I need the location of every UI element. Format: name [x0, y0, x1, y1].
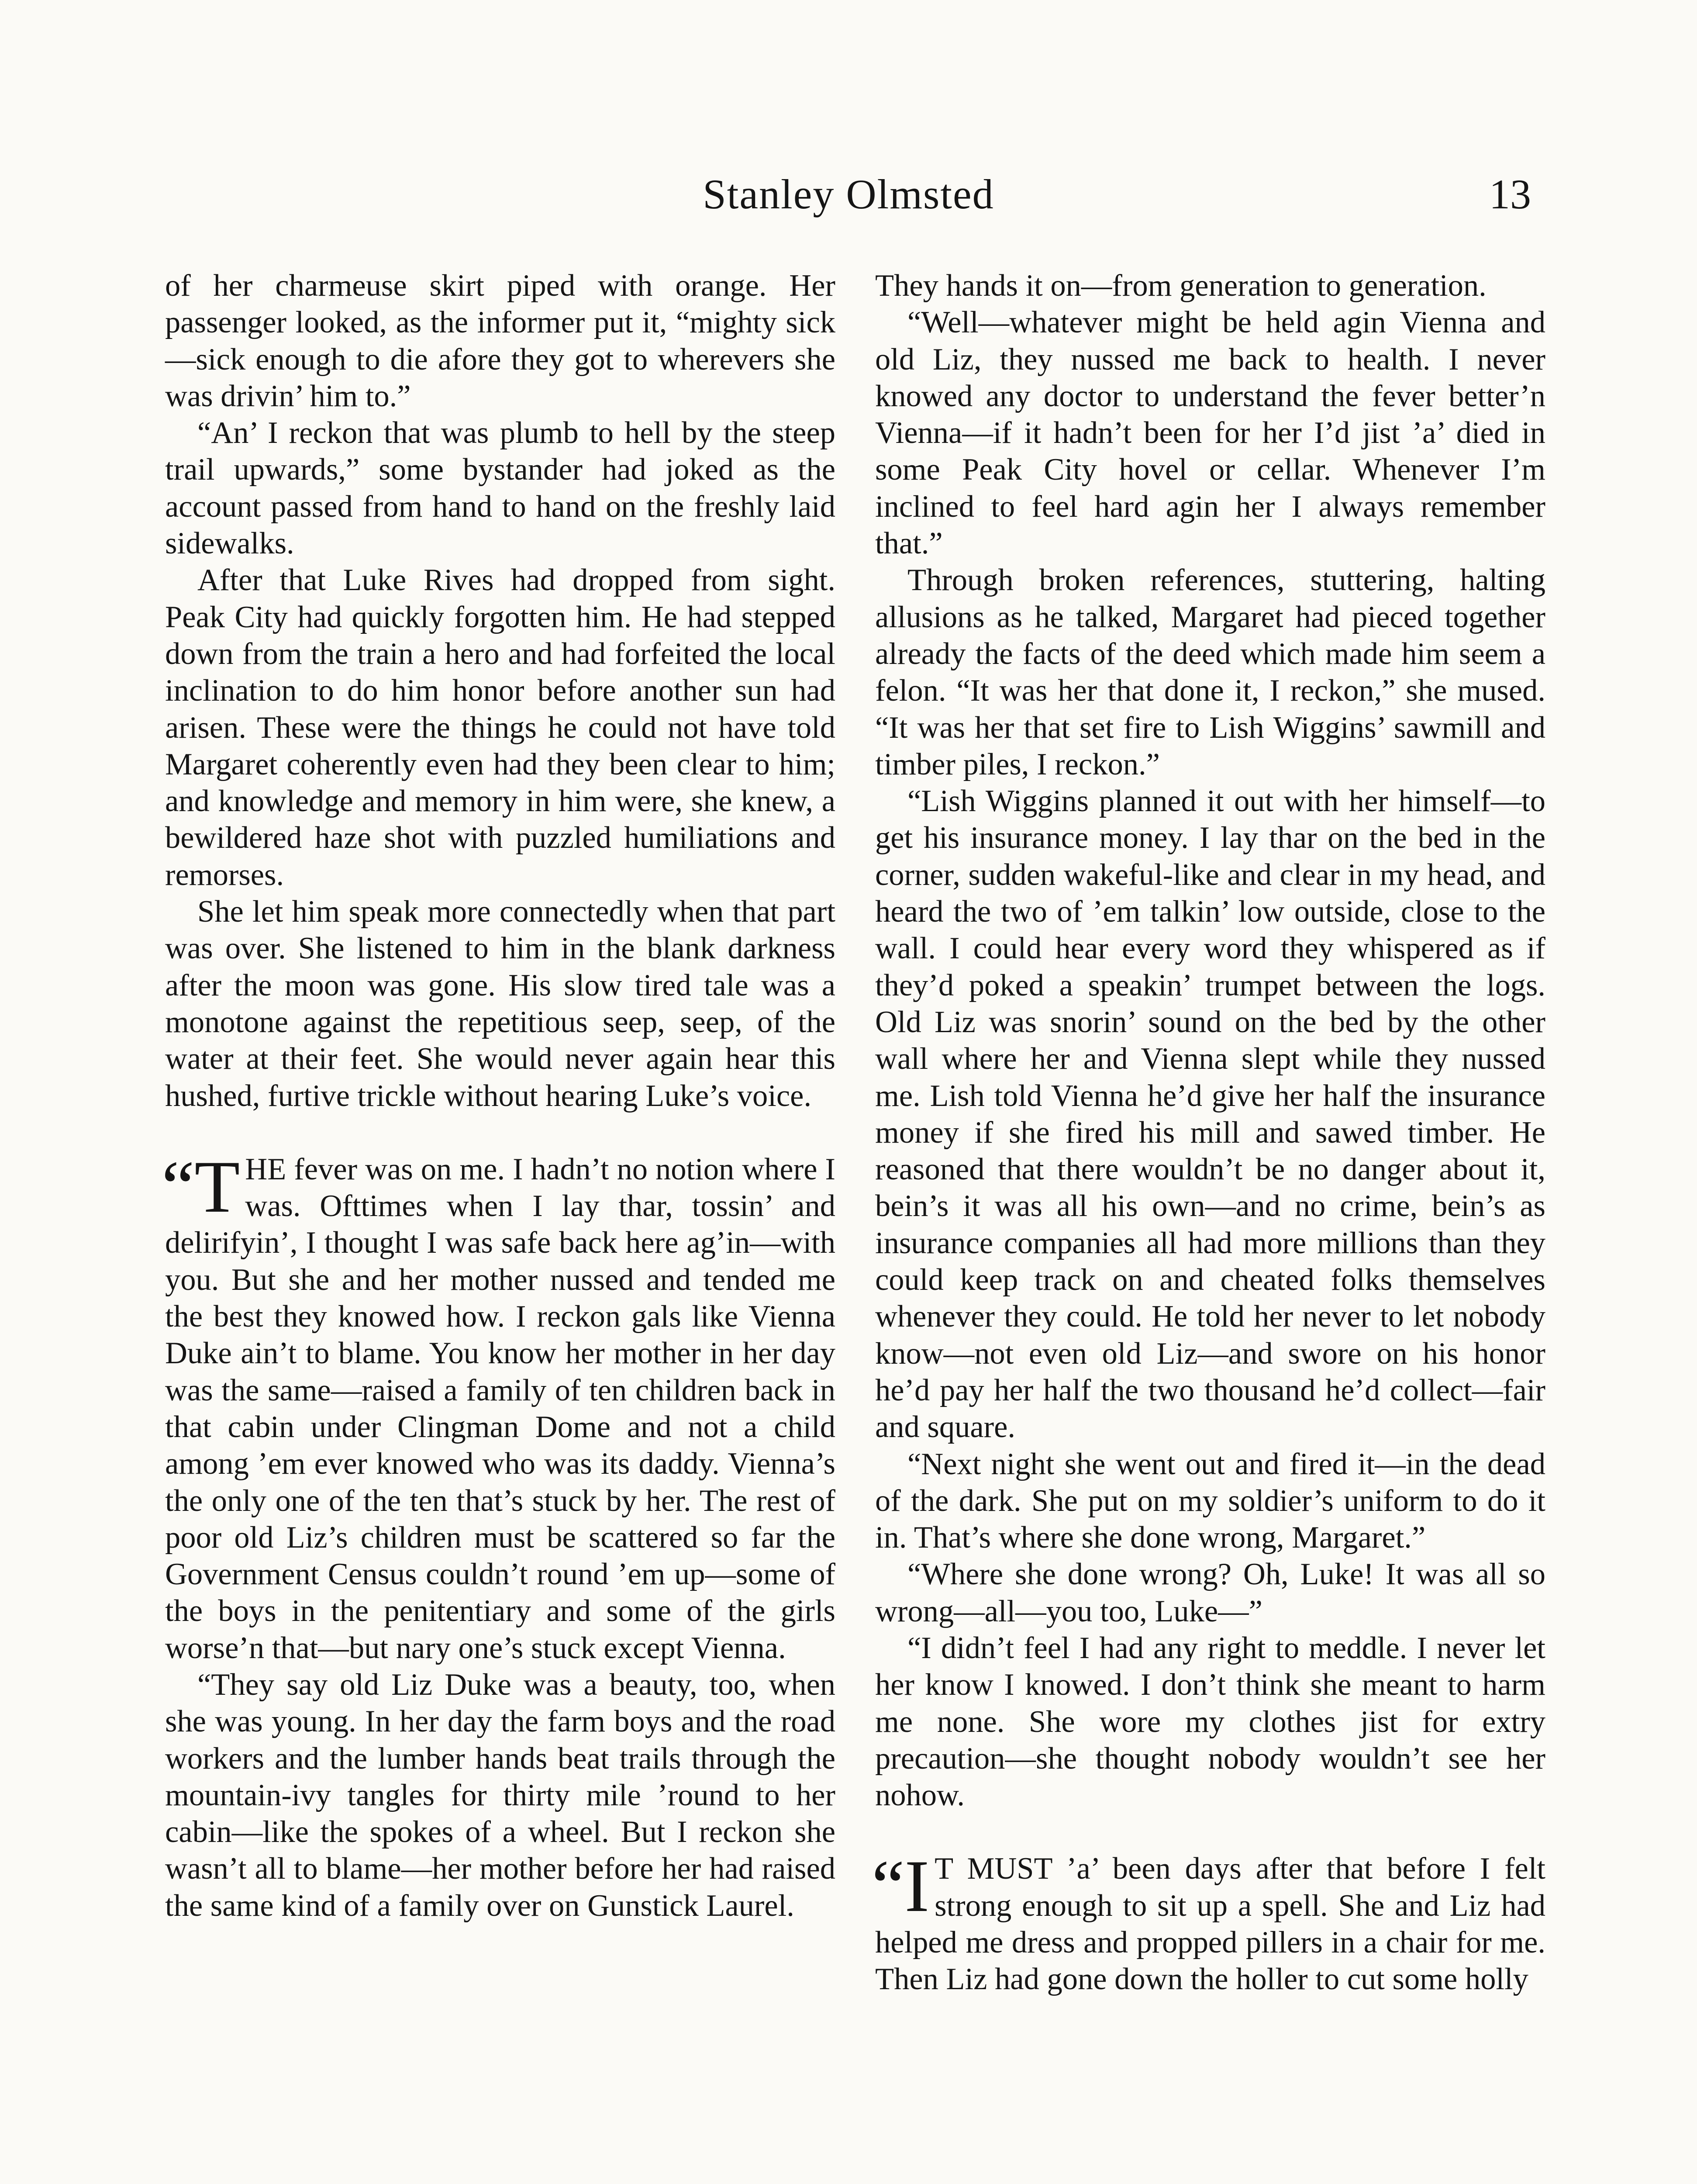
- paragraph: of her charmeuse skirt piped with orange. Her passenger looked, as the informer put it, “mighty sick—sick enough to die afore they got to wherevers she was drivin’ him to.”: [165, 269, 835, 413]
- drop-cap: “T: [162, 1145, 240, 1228]
- paragraph: Through broken references, stuttering, halting allusions as he talked, Margaret had pieced together already the facts of the deed which made him seem a felon. “It was her that done it, I reckon,” she mused. “It was her that set fire to Lish Wiggins’ sawmill and timber piles, I reckon.”: [875, 563, 1545, 781]
- paragraph: She let him speak more connectedly when that part was over. She listened to him in the blank darkness after the moon was gone. His slow tired tale was a monotone against the repetitious seep, seep, of the water at their feet. She would never again hear this hushed, furtive trickle without hearing Luke’s voice.: [165, 895, 835, 1113]
- paragraph: “They say old Liz Duke was a beauty, too, when she was young. In her day the farm boys and the road workers and the lumber hands beat trails through the mountain-ivy tangles for thirty mile ’round to her cabin—like the spokes of a wheel. But I reckon she wasn’t all to blame—her mother before her had raised the same kind of a family over on Gunstick Laurel.: [165, 1667, 835, 1923]
- section-paragraph: [872, 1845, 1545, 1997]
- page-header: [0, 168, 1697, 221]
- running-head: Stanley Olmsted: [703, 171, 994, 218]
- paragraph-text: HE fever was on me. I hadn’t no notion where I was. Ofttimes when I lay thar, tossin’ and delirifyin’, I thought I was safe back here ag’in—with you. But she and her mother nussed and tended me the best they knowed how. I reckon gals like Vienna Duke ain’t to blame. You know her mother in her day was the same—raised a family of ten children back in that cabin under Clingman Dome and not a child among ’em ever knowed who was its daddy. Vienna’s the only one of the ten that’s stuck by her. The rest of poor old Liz’s children must be scattered so far the Government Census couldn’t round ’em up—some of the boys in the penitentiary and some of the girls worse’n that—but nary one’s stuck except Vienna.: [165, 1152, 835, 1665]
- page-number: 13: [1489, 171, 1531, 218]
- left-column: [162, 267, 835, 1924]
- paragraph: “An’ I reckon that was plumb to hell by the steep trail upwards,” some bystander had joked as the account passed from hand to hand on the freshly laid sidewalks.: [165, 416, 835, 561]
- right-column: [872, 267, 1545, 1998]
- paragraph: “Where she done wrong? Oh, Luke! It was all so wrong—all—you too, Luke—”: [875, 1557, 1545, 1628]
- paragraph: “I didn’t feel I had any right to meddle. I never let her know I knowed. I don’t think she meant to harm me none. She wore my clothes jist for extry precaution—she thought nobody wouldn’t see her nohow.: [875, 1631, 1545, 1813]
- paragraph: “Well—whatever might be held agin Vienna and old Liz, they nussed me back to health. I never knowed any doctor to understand the fever better’n Vienna—if it hadn’t been for her I’d jist ’a’ died in some Peak City hovel or cellar. Whenever I’m inclined to feel hard agin her I always remember that.”: [875, 305, 1545, 561]
- drop-cap: “I: [872, 1845, 930, 1928]
- paragraph: “Next night she went out and fired it—in the dead of the dark. She put on my soldier’s uniform to do it in. That’s where she done wrong, Margaret.”: [875, 1447, 1545, 1555]
- paragraph: They hands it on—from generation to generation.: [875, 269, 1487, 303]
- paragraph: “Lish Wiggins planned it out with her himself—to get his insurance money. I lay thar on the bed in the corner, sudden wakeful-like and clear in my head, and heard the two of ’em talkin’ low outside, close to the wall. I could hear every word they whispered as if they’d poked a speakin’ trumpet between the logs. Old Liz was snorin’ sound on the bed by the other wall where her and Vienna slept while they nussed me. Lish told Vienna he’d give her half the insurance money if she fired his mill and sawed timber. He reasoned that there wouldn’t be no danger about it, bein’s it was all his own—and no crime, bein’s as insurance companies all had more millions than they could keep track on and cheated folks themselves whenever they could. He told her never to let nobody know—not even old Liz—and swore on his honor he’d pay her half the two thousand he’d collect—fair and square.: [875, 784, 1545, 1444]
- paragraph-text: T MUST ’a’ been days after that before I felt strong enough to sit up a spell. She and Liz had helped me dress and propped pillers in a chair for me. Then Liz had gone down the holler to cut some holly: [875, 1852, 1545, 1997]
- section-paragraph: [162, 1145, 835, 1666]
- paragraph: After that Luke Rives had dropped from sight. Peak City had quickly forgotten him. He had stepped down from the train a hero and had forfeited the local inclination to do him honor before another sun had arisen. These were the things he could not have told Margaret coherently even had they been clear to him; and knowledge and memory in him were, she knew, a bewildered haze shot with puzzled humiliations and remorses.: [165, 563, 835, 892]
